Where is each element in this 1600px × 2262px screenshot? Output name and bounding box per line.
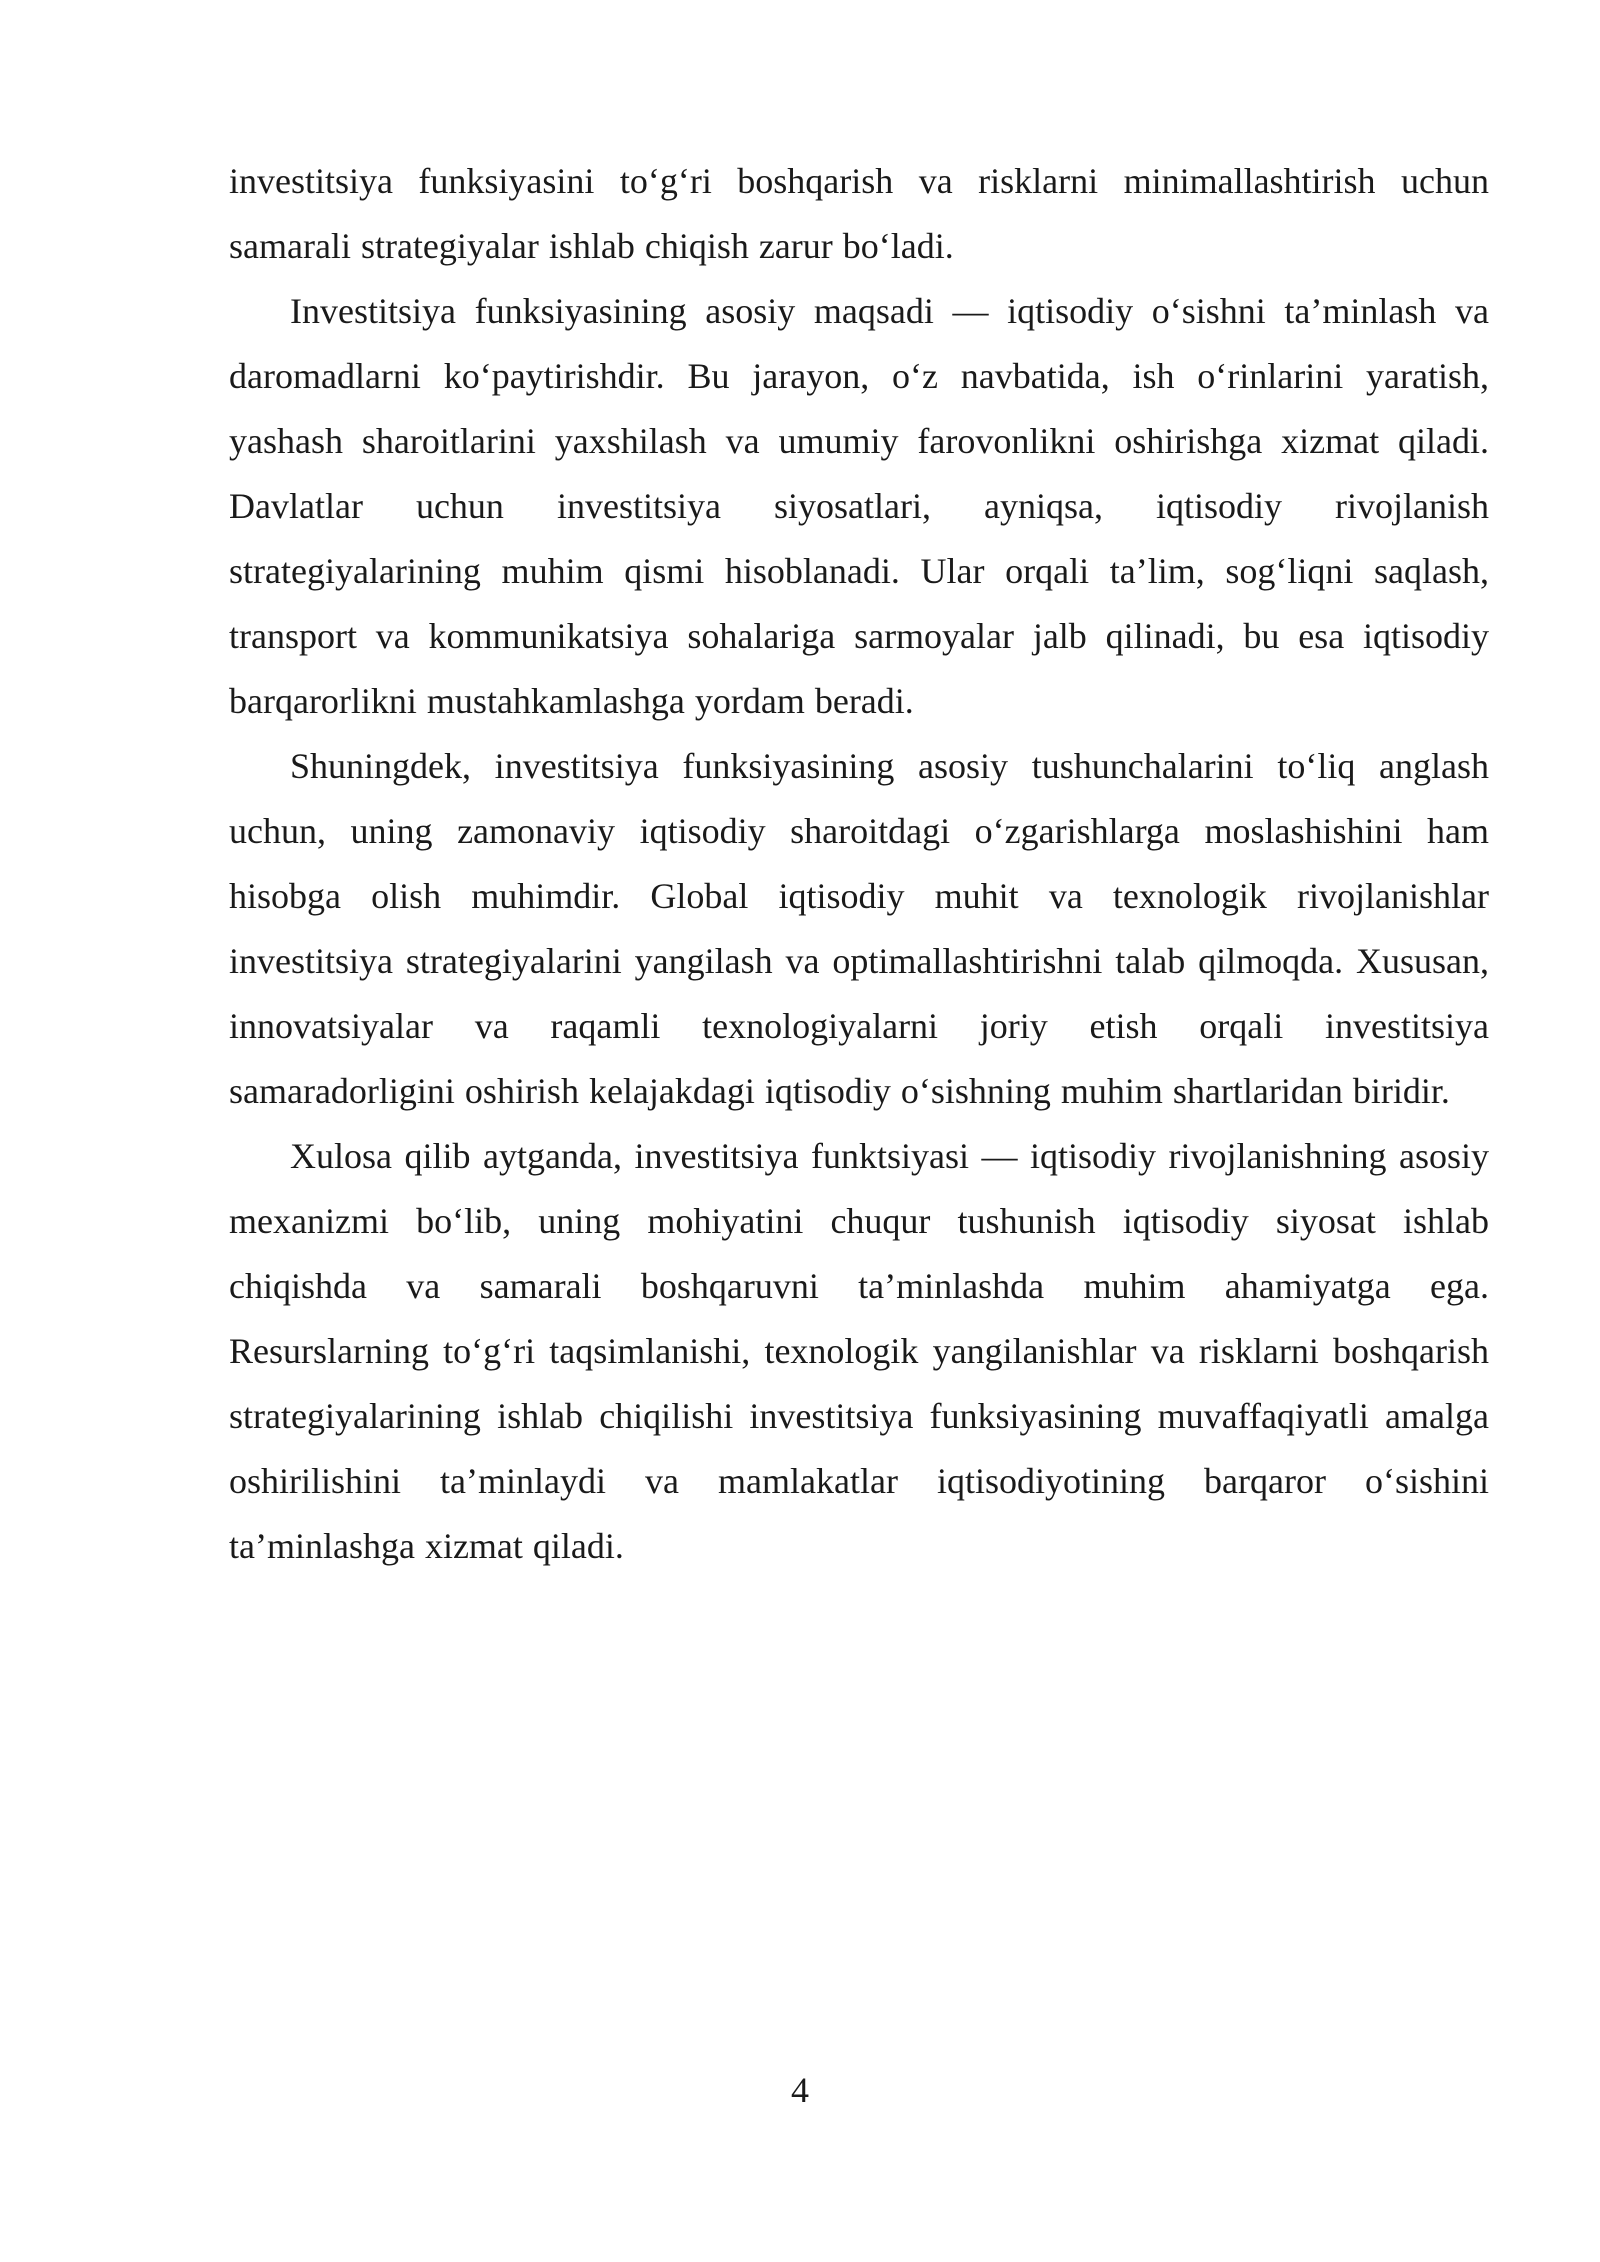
- paragraph-conclusion: Xulosa qilib aytganda, investitsiya funktsiyasi — iqtisodiy rivojlanishning asosiy mexanizmi bo‘lib, uning mohiyatini chuqur tushunish iqtisodiy siyosat ishlab chiqishda va samarali boshqaruvni ta’minlashda muhim ahamiyatga ega. Resurslarning to‘g‘ri taqsimlanishi, texnologik yangilanishlar va risklarni boshqarish strategiyalarining ishlab chiqilishi investitsiya funksiyasining muvaffaqiyatli amalga oshirilishini ta’minlaydi va mamlakatlar iqtisodiyotining barqaror o‘sishini ta’minlashga xizmat qiladi.: [229, 1136, 1489, 1566]
- paragraph-modern-conditions: Shuningdek, investitsiya funksiyasining asosiy tushunchalarini to‘liq anglash uchun, uning zamonaviy iqtisodiy sharoitdagi o‘zgarishlarga moslashishini ham hisobga olish muhimdir. Global iqtisodiy muhit va texnologik rivojlanishlar investitsiya strategiyalarini yangilash va optimallashtirishni talab qilmoqda. Xususan, innovatsiyalar va raqamli texnologiyalarni joriy etish orqali investitsiya samaradorligini oshirish kelajakdagi iqtisodiy o‘sishning muhim shartlaridan biridir.: [229, 746, 1489, 1111]
- paragraph-investment-goal: Investitsiya funksiyasining asosiy maqsadi — iqtisodiy o‘sishni ta’minlash va daromadlarni ko‘paytirishdir. Bu jarayon, o‘z navbatida, ish o‘rinlarini yaratish, yashash sharoitlarini yaxshilash va umumiy farovonlikni oshirishga xizmat qiladi. Davlatlar uchun investitsiya siyosatlari, ayniqsa, iqtisodiy rivojlanish strategiyalarining muhim qismi hisoblanadi. Ular orqali ta’lim, sog‘liqni saqlash, transport va kommunikatsiya sohalariga sarmoyalar jalb qilinadi, bu esa iqtisodiy barqarorlikni mustahkamlashga yordam beradi.: [229, 291, 1489, 721]
- document-body: [229, 149, 1489, 1579]
- page-number: 4: [791, 2070, 809, 2110]
- paragraph-continuation: investitsiya funksiyasini to‘g‘ri boshqarish va risklarni minimallashtirish uchun samarali strategiyalar ishlab chiqish zarur bo‘ladi.: [229, 161, 1489, 266]
